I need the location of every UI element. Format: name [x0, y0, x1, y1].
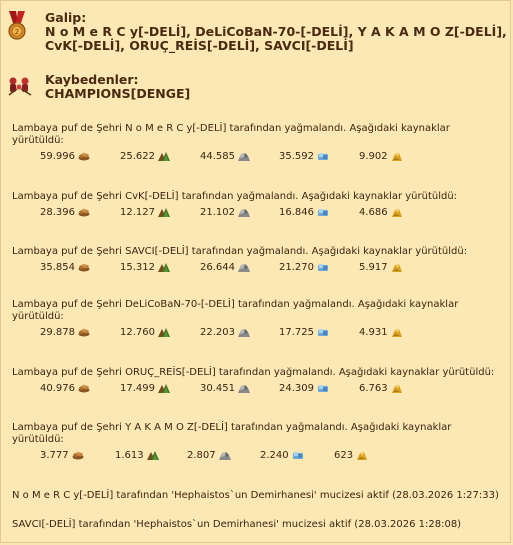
svg-text:2: 2 [14, 28, 20, 36]
iron-icon [238, 327, 250, 337]
clay-icon [158, 151, 170, 161]
resource-gold: 5.917 [359, 260, 403, 274]
resource-crop: 17.725 [279, 325, 329, 339]
plunder-report-text: Lambaya puf de Şehri ORUÇ_REİS[-DELİ] tarafından yağmalandı. Aşağıdaki kaynaklar yürütüldü: [12, 367, 495, 378]
crop-icon [317, 383, 329, 393]
resource-gold: 9.902 [359, 149, 403, 163]
iron-icon [238, 207, 250, 217]
resource-wood: 59.996 [40, 149, 90, 163]
clay-icon [158, 327, 170, 337]
resource-row [12, 149, 504, 163]
wonder-status-text: SAVCI[-DELİ] tarafından 'Hephaistos`un Demirhanesi' mucizesi aktif (28.03.2026 1:28:08) [12, 519, 462, 530]
resource-row [12, 381, 504, 395]
resource-row [12, 448, 504, 462]
crop-icon [317, 151, 329, 161]
fallen-soldiers-icon [7, 75, 33, 97]
plunder-report-text: Lambaya puf de Şehri DeLiCoBaN-70-[-DELİ] tarafından yağmalandı. Aşağıdaki kaynaklar yürütüldü: [12, 299, 459, 322]
losers-section [1, 73, 512, 103]
plunder-report-text: Lambaya puf de Şehri CvK[-DELİ] tarafından yağmalandı. Aşağıdaki kaynaklar yürütüldü: [12, 191, 458, 202]
crop-icon [292, 450, 304, 460]
gold-icon [391, 262, 403, 272]
plunder-report [12, 191, 504, 219]
crop-icon [317, 327, 329, 337]
resource-iron: 2.807 [187, 448, 231, 462]
gold-icon [391, 327, 403, 337]
crop-icon [317, 262, 329, 272]
resource-wood: 29.878 [40, 325, 90, 339]
resource-clay: 15.312 [120, 260, 170, 274]
wood-icon [78, 207, 90, 217]
resource-crop: 21.270 [279, 260, 329, 274]
wood-icon [78, 262, 90, 272]
crop-icon [317, 207, 329, 217]
plunder-report [12, 422, 504, 462]
resource-crop: 16.846 [279, 205, 329, 219]
iron-icon [238, 151, 250, 161]
resource-iron: 44.585 [200, 149, 250, 163]
resource-iron: 21.102 [200, 205, 250, 219]
resource-clay: 12.127 [120, 205, 170, 219]
wood-icon [78, 327, 90, 337]
plunder-report [12, 123, 504, 163]
winner-label: Galip: [45, 10, 87, 25]
plunder-report-text: Lambaya puf de Şehri N o M e R C y[-DELİ] tarafından yağmalandı. Aşağıdaki kaynaklar yürütüldü: [12, 123, 450, 146]
clay-icon [147, 450, 159, 460]
resource-crop: 35.592 [279, 149, 329, 163]
clay-icon [158, 383, 170, 393]
resource-row [12, 260, 504, 274]
plunder-report-text: Lambaya puf de Şehri SAVCI[-DELİ] tarafından yağmalandı. Aşağıdaki kaynaklar yürütüldü: [12, 246, 468, 257]
wood-icon [72, 450, 84, 460]
losers-names: CHAMPIONS[DENGE] [45, 86, 191, 101]
resource-iron: 30.451 [200, 381, 250, 395]
resource-gold: 623 [334, 448, 368, 462]
resource-gold: 4.686 [359, 205, 403, 219]
resource-clay: 1.613 [115, 448, 159, 462]
gold-icon [391, 383, 403, 393]
resource-row [12, 205, 504, 219]
resource-wood: 35.854 [40, 260, 90, 274]
resource-clay: 17.499 [120, 381, 170, 395]
resource-wood: 40.976 [40, 381, 90, 395]
iron-icon [219, 450, 231, 460]
plunder-report-text: Lambaya puf de Şehri Y A K A M O Z[-DELİ] tarafından yağmalandı. Aşağıdaki kaynaklar yürütüldü: [12, 422, 452, 445]
gold-icon [391, 151, 403, 161]
iron-icon [238, 262, 250, 272]
winner-names: N o M e R C y[-DELİ], DeLiCoBaN-70-[-DELİ], Y A K A M O Z[-DELİ], CvK[-DELİ], ORUÇ_REİS[-DELİ], SAVCI[-DELİ] [45, 24, 507, 53]
resource-crop: 24.309 [279, 381, 329, 395]
gold-icon [391, 207, 403, 217]
resource-wood: 28.396 [40, 205, 90, 219]
plunder-report [12, 367, 504, 395]
medal-icon [7, 11, 27, 41]
wood-icon [78, 383, 90, 393]
resource-clay: 25.622 [120, 149, 170, 163]
resource-gold: 4.931 [359, 325, 403, 339]
resource-row [12, 325, 504, 339]
wonder-status-text: N o M e R C y[-DELİ] tarafından 'Hephaistos`un Demirhanesi' mucizesi aktif (28.03.2026 1:27:33) [12, 490, 499, 501]
winner-section [1, 11, 512, 55]
iron-icon [238, 383, 250, 393]
gold-icon [356, 450, 368, 460]
resource-gold: 6.763 [359, 381, 403, 395]
wood-icon [78, 151, 90, 161]
plunder-report [12, 246, 504, 274]
resource-crop: 2.240 [260, 448, 304, 462]
resource-wood: 3.777 [40, 448, 84, 462]
resource-clay: 12.760 [120, 325, 170, 339]
resource-iron: 26.644 [200, 260, 250, 274]
losers-label: Kaybedenler: [45, 72, 139, 87]
resource-iron: 22.203 [200, 325, 250, 339]
clay-icon [158, 207, 170, 217]
clay-icon [158, 262, 170, 272]
plunder-report [12, 299, 504, 339]
